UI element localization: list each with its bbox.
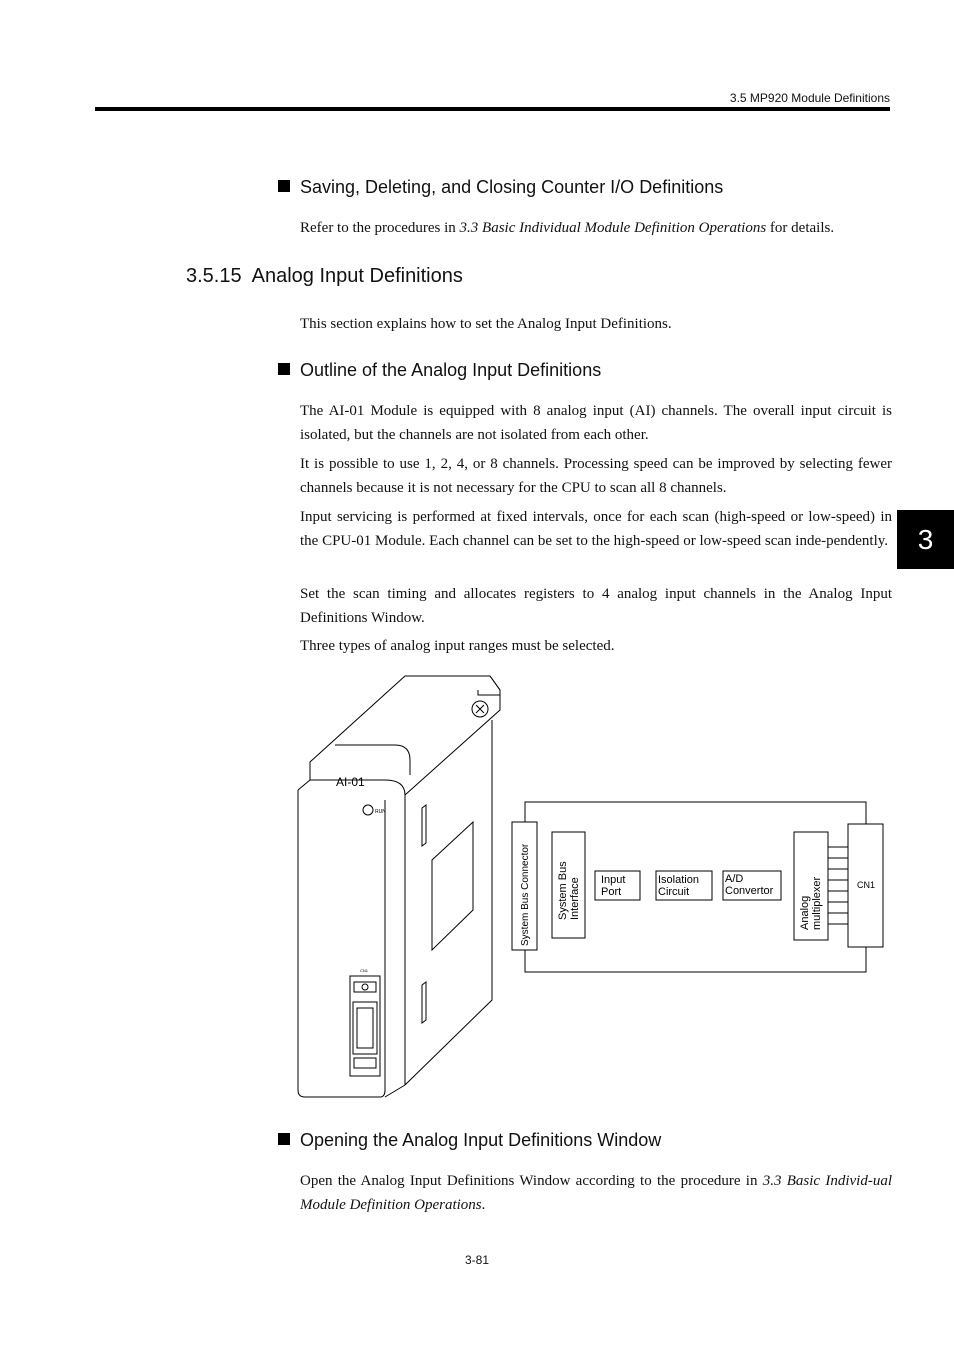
section-number: 3.5.15 — [186, 265, 242, 287]
cn1-label: CN1 — [857, 880, 876, 890]
input-port-label-2: Port — [601, 886, 622, 898]
square-bullet-icon — [278, 1133, 290, 1145]
heading-opening-text: Opening the Analog Input Definitions Window — [300, 1130, 662, 1150]
ad-label-2: Convertor — [725, 885, 774, 897]
module-illustration — [298, 676, 500, 1097]
input-port-label-1: Input — [601, 874, 626, 886]
page-number: 3-81 — [464, 1253, 490, 1267]
text: for details. — [766, 220, 835, 236]
text: Open the Analog Input Definitions Window according to the procedure in — [300, 1173, 763, 1189]
mux-label-1: Analog — [799, 895, 811, 930]
system-bus-interface-label-1: System Bus — [557, 861, 569, 920]
running-header: 3.5 MP920 Module Definitions — [729, 91, 890, 105]
ad-label-1: A/D — [725, 873, 744, 885]
heading-outline-text: Outline of the Analog Input Definitions — [300, 360, 602, 380]
isolation-label-2: Circuit — [658, 886, 690, 898]
cross-reference: 3.3 Basic Individual Module Definition Operations — [459, 220, 767, 236]
paragraph-outline-5: Three types of analog input ranges must be selected. — [300, 638, 615, 654]
paragraph-intro: This section explains how to set the Analog Input Definitions. — [300, 316, 672, 332]
paragraph-outline-2: It is possible to use 1, 2, 4, or 8 channels. Processing speed can be improved by selecting fewer channels because it is not necessary for the CPU to scan all 8 channels. — [300, 456, 892, 496]
paragraph-outline-3: Input servicing is performed at fixed intervals, once for each scan (high-speed or low-speed) in the CPU-01 Module. Each channel can be set to the high-speed or low-speed scan inde-pendently. — [300, 509, 892, 549]
module-label: AI-01 — [336, 775, 365, 789]
section-title: Analog Input Definitions — [251, 265, 463, 287]
cross-reference: 3.3 Basic Individ-ual Module Definition Operations — [300, 1173, 892, 1213]
paragraph-outline-4: Set the scan timing and allocates registers to 4 analog input channels in the Analog Input Definitions Window. — [300, 586, 892, 626]
chapter-tab: 3 — [897, 510, 954, 569]
isolation-label-1: Isolation — [658, 874, 699, 886]
run-label: RUN — [375, 809, 386, 815]
heading-saving-text: Saving, Deleting, and Closing Counter I/O Definitions — [300, 177, 724, 197]
cn1-small-label: CN1 — [360, 968, 369, 973]
mux-label-2: multiplexer — [811, 876, 823, 930]
system-bus-interface-label-2: Interface — [569, 877, 581, 920]
heading-opening — [278, 1130, 661, 1151]
paragraph-outline-1: The AI-01 Module is equipped with 8 analog input (AI) channels. The overall input circuit is isolated, but the channels are not isolated from each other. — [300, 403, 892, 443]
paragraph-opening — [300, 1169, 892, 1217]
text: . — [481, 1197, 486, 1213]
channel-lines — [828, 847, 848, 924]
text: Refer to the procedures in — [300, 220, 460, 236]
system-bus-connector-label: System Bus Connector — [520, 843, 531, 946]
